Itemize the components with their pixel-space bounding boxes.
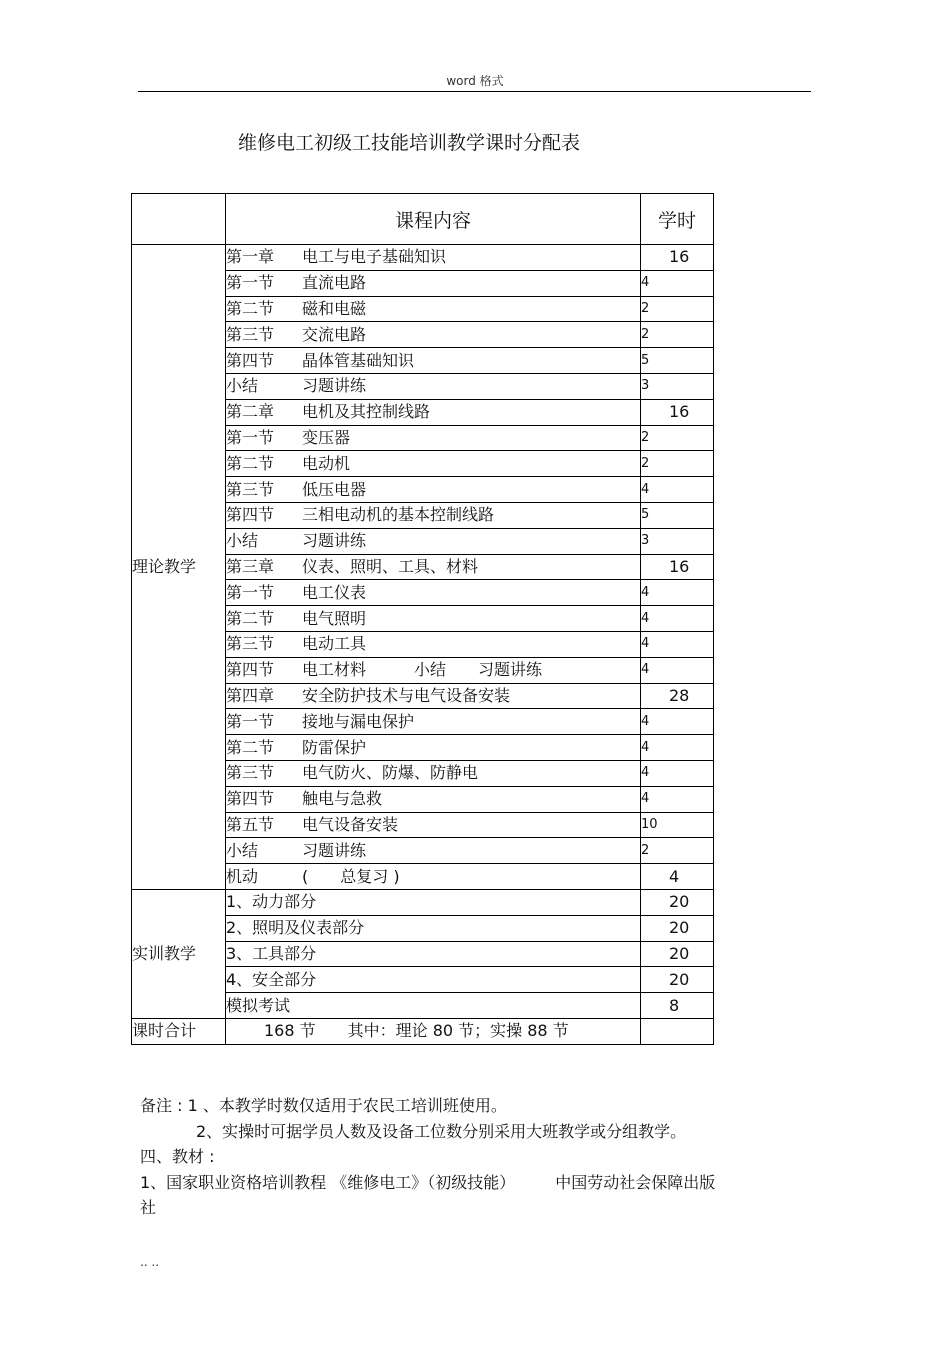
course-content-cell (226, 606, 641, 632)
section-number: 小结 (226, 376, 259, 396)
hours-cell: 4 (641, 786, 714, 812)
total-hours-empty (641, 1018, 714, 1044)
section-number: 第二节 (226, 737, 275, 757)
section-number: 第四节 (226, 505, 275, 525)
hours-cell: 3 (641, 528, 714, 554)
category-practice: 实训教学 (132, 889, 226, 1018)
hours-cell: 4 (641, 631, 714, 657)
hours-cell: 5 (641, 502, 714, 528)
hours-cell: 16 (641, 245, 714, 271)
course-content-cell (226, 322, 641, 348)
course-content-cell (226, 864, 641, 890)
section-title: 电机及其控制线路 (302, 402, 431, 422)
hours-cell: 2 (641, 322, 714, 348)
table-row (132, 245, 714, 271)
hours-cell: 4 (641, 760, 714, 786)
course-content-cell (226, 245, 641, 271)
section-title: 触电与急救 (302, 789, 383, 809)
course-content-cell (226, 580, 641, 606)
hours-cell: 20 (641, 889, 714, 915)
section-title: 交流电路 (302, 324, 367, 344)
hours-cell: 4 (641, 709, 714, 735)
category-theory: 理论教学 (132, 245, 226, 890)
note-line-1: 备注 : 1 、本教学时数仅适用于农民工培训班使用。 (140, 1096, 507, 1115)
section-number: 机动 (226, 866, 259, 886)
total-label: 课时合计 (132, 1018, 226, 1044)
textbook-heading: 四、教材 : (140, 1147, 215, 1166)
course-content-cell (226, 812, 641, 838)
section-number: 第一节 (226, 427, 275, 447)
section-title: 电气设备安装 (302, 814, 399, 834)
section-title: 电动工具 (302, 634, 367, 654)
section-number: 第三节 (226, 324, 275, 344)
practice-content-cell: 3、工具部分 (226, 941, 641, 967)
course-content-cell (226, 631, 641, 657)
section-title: 电工与电子基础知识 (302, 247, 447, 267)
course-content-cell (226, 477, 641, 503)
hours-cell: 2 (641, 451, 714, 477)
schedule-table (131, 193, 714, 1045)
page-header: word 格式 (446, 74, 504, 88)
course-content-cell (226, 760, 641, 786)
course-content-cell (226, 451, 641, 477)
hours-cell: 3 (641, 373, 714, 399)
hours-cell: 4 (641, 657, 714, 683)
section-title: 电气照明 (302, 608, 367, 628)
hours-cell: 2 (641, 425, 714, 451)
practice-content-cell: 模拟考试 (226, 993, 641, 1019)
course-content-cell (226, 735, 641, 761)
course-content-cell (226, 838, 641, 864)
hours-cell: 4 (641, 270, 714, 296)
section-number: 第三章 (226, 556, 275, 576)
hours-cell: 4 (641, 735, 714, 761)
section-title: 晶体管基础知识 (302, 350, 415, 370)
textbook-item-cont: 社 (140, 1198, 157, 1217)
section-title: 防雷保护 (302, 737, 367, 757)
section-title: 接地与漏电保护 (302, 711, 415, 731)
hours-cell: 28 (641, 683, 714, 709)
textbook-item: 1、国家职业资格培训教程 《维修电工》（初级技能） 中国劳动社会保障出版 (140, 1172, 716, 1192)
section-title: 习题讲练 (302, 840, 367, 860)
section-title: 电工材料 小结 习题讲练 (302, 660, 543, 680)
table-row (132, 889, 714, 915)
notes-section (140, 1093, 820, 1221)
section-number: 小结 (226, 840, 259, 860)
section-title: ( 总复习 ) (302, 866, 400, 886)
section-number: 第一节 (226, 582, 275, 602)
course-content-cell (226, 786, 641, 812)
section-title: 仪表、照明、工具、材料 (302, 556, 479, 576)
section-number: 第一章 (226, 247, 275, 267)
section-title: 直流电路 (302, 273, 367, 293)
hours-cell: 4 (641, 477, 714, 503)
total-text: 168 节 其中：理论 80 节；实操 88 节 (226, 1018, 641, 1044)
section-number: 第四章 (226, 685, 275, 705)
hours-cell: 20 (641, 967, 714, 993)
course-content-cell (226, 270, 641, 296)
header-rule (138, 91, 811, 92)
header-hours: 学时 (641, 194, 714, 245)
section-title: 电动机 (302, 453, 351, 473)
hours-cell: 2 (641, 838, 714, 864)
document-title: 维修电工初级工技能培训教学课时分配表 (238, 132, 581, 154)
course-content-cell (226, 554, 641, 580)
section-number: 第四节 (226, 789, 275, 809)
section-title: 变压器 (302, 427, 351, 447)
section-number: 第五节 (226, 814, 275, 834)
section-title: 安全防护技术与电气设备安装 (302, 685, 511, 705)
section-number: 第一节 (226, 273, 275, 293)
table-header-row (132, 194, 714, 245)
section-number: 第三节 (226, 479, 275, 499)
hours-cell: 4 (641, 606, 714, 632)
section-number: 第二章 (226, 402, 275, 422)
section-title: 磁和电磁 (302, 298, 367, 318)
header-empty-cell (132, 194, 226, 245)
section-title: 习题讲练 (302, 376, 367, 396)
note-line-2: 2、实操时可据学员人数及设备工位数分别采用大班教学或分组教学。 (196, 1121, 687, 1141)
course-content-cell (226, 657, 641, 683)
hours-cell: 8 (641, 993, 714, 1019)
section-number: 第二节 (226, 608, 275, 628)
section-title: 电工仪表 (302, 582, 367, 602)
hours-cell: 20 (641, 915, 714, 941)
section-number: 第二节 (226, 453, 275, 473)
course-content-cell (226, 425, 641, 451)
course-content-cell (226, 348, 641, 374)
header-content: 课程内容 (226, 194, 641, 245)
hours-cell: 4 (641, 864, 714, 890)
practice-content-cell: 1、动力部分 (226, 889, 641, 915)
section-number: 第四节 (226, 350, 275, 370)
hours-cell: 2 (641, 296, 714, 322)
course-content-cell (226, 709, 641, 735)
section-number: 第二节 (226, 298, 275, 318)
course-content-cell (226, 528, 641, 554)
section-number: 第三节 (226, 763, 275, 783)
section-number: 第四节 (226, 660, 275, 680)
practice-content-cell: 4、安全部分 (226, 967, 641, 993)
hours-cell: 10 (641, 812, 714, 838)
course-content-cell (226, 296, 641, 322)
hours-cell: 16 (641, 554, 714, 580)
section-title: 电气防火、防爆、防静电 (302, 763, 479, 783)
course-content-cell (226, 683, 641, 709)
practice-content-cell: 2、照明及仪表部分 (226, 915, 641, 941)
section-title: 习题讲练 (302, 531, 367, 551)
page-footer: .. .. (140, 1255, 160, 1269)
hours-cell: 5 (641, 348, 714, 374)
hours-cell: 20 (641, 941, 714, 967)
section-title: 三相电动机的基本控制线路 (302, 505, 495, 525)
course-content-cell (226, 502, 641, 528)
section-number: 第三节 (226, 634, 275, 654)
section-title: 低压电器 (302, 479, 367, 499)
total-row (132, 1018, 714, 1044)
section-number: 第一节 (226, 711, 275, 731)
course-content-cell (226, 399, 641, 425)
course-content-cell (226, 373, 641, 399)
section-number: 小结 (226, 531, 259, 551)
hours-cell: 16 (641, 399, 714, 425)
hours-cell: 4 (641, 580, 714, 606)
